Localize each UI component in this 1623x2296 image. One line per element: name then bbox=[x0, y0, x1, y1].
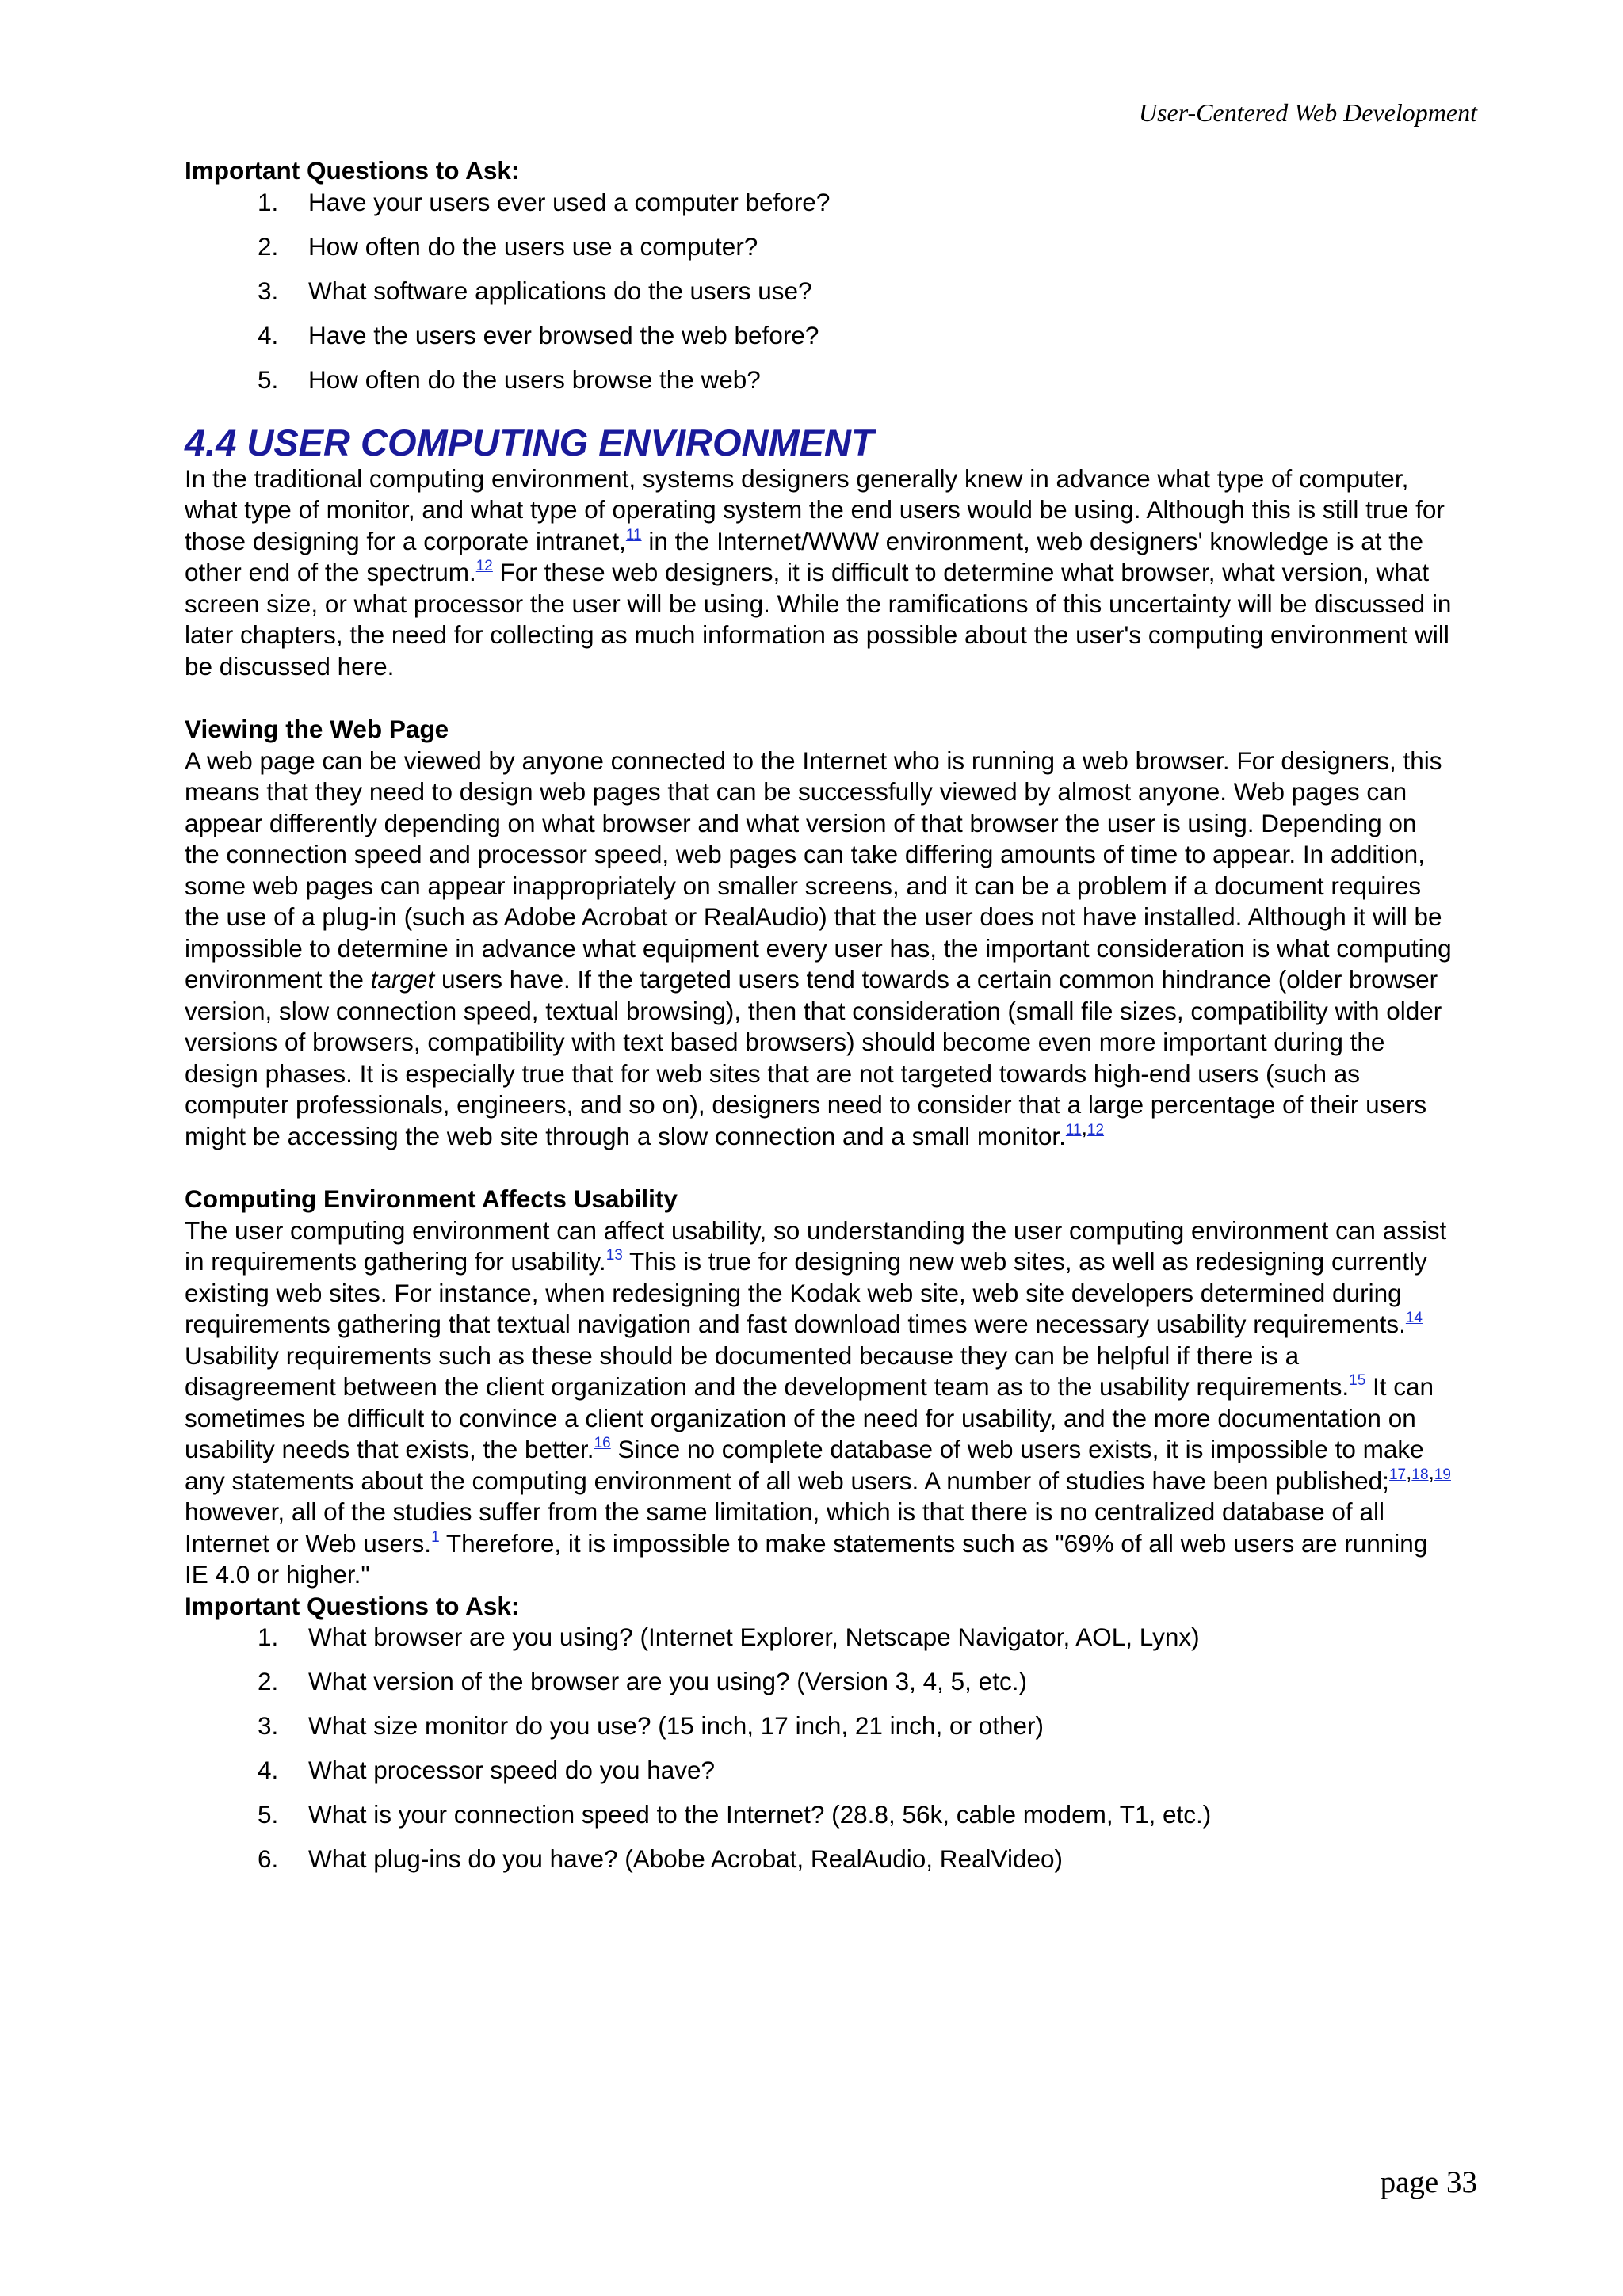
list-text: What browser are you using? (Internet Explorer, Netscape Navigator, AOL, Lynx) bbox=[308, 1623, 1200, 1651]
list-number: 1. bbox=[258, 187, 279, 216]
affects-text-5: Since no complete database of web users exists, it is impossible to make any statements about the computing environment of all web users. A number of studies have been published; bbox=[185, 1435, 1424, 1495]
viewing-heading: Viewing the Web Page bbox=[185, 715, 449, 743]
intro-text-2: in the Internet/WWW environment, web designers' knowledge is at the other end of the spectrum. bbox=[185, 526, 1424, 586]
list-number: 3. bbox=[258, 1711, 279, 1740]
list-item bbox=[258, 231, 1453, 262]
list-number: 5. bbox=[258, 1800, 279, 1829]
questions-heading-2: Important Questions to Ask: bbox=[185, 1591, 520, 1620]
list-text: What software applications do the users use? bbox=[308, 276, 812, 305]
list-item bbox=[258, 1799, 1453, 1830]
intro-paragraph bbox=[185, 463, 1453, 683]
footnote-link[interactable]: 12 bbox=[1086, 1121, 1105, 1138]
affects-text-1: The user computing environment can affect usability, so understanding the user computing environment can assist in requirements gathering for usability. bbox=[185, 1215, 1447, 1276]
list-text: What is your connection speed to the Internet? (28.8, 56k, cable modem, T1, etc.) bbox=[308, 1800, 1212, 1829]
list-text: What size monitor do you use? (15 inch, 17 inch, 21 inch, or other) bbox=[308, 1711, 1044, 1740]
list-text: What version of the browser are you using? (Version 3, 4, 5, etc.) bbox=[308, 1667, 1027, 1695]
footnote-link[interactable]: 11 bbox=[1065, 1121, 1082, 1138]
intro-text-1: In the traditional computing environment, systems designers generally knew in advance what type of computer, what type of monitor, and what type of operating system the end users would be using. Although this is still true for those designing for a corporate intranet, bbox=[185, 463, 1445, 555]
questions-heading-1: Important Questions to Ask: bbox=[185, 156, 520, 185]
list-item bbox=[258, 1711, 1453, 1741]
footnote-link[interactable]: 15 bbox=[1349, 1372, 1366, 1389]
footnote-ref[interactable] bbox=[431, 1523, 440, 1547]
list-number: 4. bbox=[258, 320, 279, 349]
affects-text-6: however, all of the studies suffer from the same limitation, which is that there is no centralized database of all Internet or Web users. bbox=[185, 1497, 1384, 1558]
footnote-ref[interactable] bbox=[1349, 1366, 1365, 1390]
list-text: What processor speed do you have? bbox=[308, 1756, 716, 1784]
list-text: Have your users ever used a computer before? bbox=[308, 187, 831, 216]
affects-heading: Computing Environment Affects Usability bbox=[185, 1184, 678, 1213]
list-item bbox=[258, 276, 1453, 307]
page-content bbox=[185, 155, 1453, 1888]
list-text: Have the users ever browsed the web before? bbox=[308, 320, 819, 349]
footnote-separator: , bbox=[1406, 1459, 1412, 1484]
footnote-ref[interactable] bbox=[1406, 1303, 1423, 1327]
footnote-link[interactable]: 12 bbox=[475, 558, 493, 574]
list-number: 2. bbox=[258, 231, 279, 261]
viewing-text-2: users have. If the targeted users tend towards a certain common hindrance (older browser version, slow connection speed, textual browsing), then that consideration (small file sizes, compatibility with older versions of browsers, compatibility with text based browsers) should become even more important during the design phases. It is especially true that for web sites that are not targeted towards high-end users (such as computer professionals, engineers, and so on), designers need to consider that a large percentage of their users might be accessing the web site through a slow connection and a small monitor. bbox=[185, 965, 1442, 1150]
viewing-text-1: A web page can be viewed by anyone connected to the Internet who is running a web browser. For designers, this means that they need to design web pages that can be successfully viewed by almost anyone. Web pages can appear differently depending on what browser and what version of that browser the user is using. Depending on the connection speed and processor speed, web pages can take differing amounts of time to appear. In addition, some web pages can appear inappropriately on smaller screens, and it can be a problem if a document requires the use of a plug-in (such as Adobe Acrobat or RealAudio) that the user does not have installed. Although it will be impossible to determine in advance what equipment every user has, the important consideration is what computing environment the bbox=[185, 746, 1452, 994]
footnote-link[interactable]: 14 bbox=[1405, 1310, 1423, 1326]
affects-text-7: Therefore, it is impossible to make statements such as "69% of all web users are running IE 4.0 or higher." bbox=[185, 1528, 1428, 1589]
footnote-link[interactable]: 18 bbox=[1411, 1466, 1429, 1483]
running-header: User-Centered Web Development bbox=[1138, 98, 1477, 127]
list-item bbox=[258, 187, 1453, 218]
list-text: What plug-ins do you have? (Abobe Acrobat, RealAudio, RealVideo) bbox=[308, 1844, 1064, 1873]
list-number: 4. bbox=[258, 1756, 279, 1784]
footnote-ref[interactable] bbox=[1389, 1460, 1451, 1484]
list-number: 5. bbox=[258, 364, 279, 394]
list-number: 2. bbox=[258, 1667, 279, 1695]
affects-paragraph bbox=[185, 1215, 1453, 1591]
footnote-ref[interactable] bbox=[594, 1428, 611, 1452]
footnote-link[interactable]: 11 bbox=[625, 526, 642, 543]
list-item bbox=[258, 1844, 1453, 1875]
footnote-ref[interactable] bbox=[626, 521, 642, 544]
section-title: 4.4 USER COMPUTING ENVIRONMENT bbox=[185, 421, 874, 463]
list-item bbox=[258, 320, 1453, 351]
affects-text-2: This is true for designing new web sites, as well as redesigning currently existing web sites. For instance, when redesigning the Kodak web site, web site developers determined during requirements gathering that textual navigation and fast download times were necessary usability requirements. bbox=[185, 1247, 1427, 1338]
page-number: page 33 bbox=[1380, 2165, 1477, 2199]
viewing-paragraph bbox=[185, 746, 1453, 1153]
list-item bbox=[258, 1622, 1453, 1653]
list-item bbox=[258, 364, 1453, 395]
list-text: How often do the users use a computer? bbox=[308, 231, 758, 261]
list-item bbox=[258, 1666, 1453, 1697]
footnote-link[interactable]: 1 bbox=[431, 1528, 440, 1546]
emphasis-target: target bbox=[370, 965, 435, 994]
footnote-link[interactable]: 16 bbox=[594, 1435, 611, 1451]
footnote-link[interactable]: 17 bbox=[1388, 1466, 1407, 1483]
footnote-ref[interactable] bbox=[606, 1241, 623, 1264]
list-item bbox=[258, 1755, 1453, 1786]
list-number: 1. bbox=[258, 1623, 279, 1651]
questions-list-1 bbox=[185, 187, 1453, 395]
questions-list-2 bbox=[185, 1622, 1453, 1875]
list-number: 6. bbox=[258, 1844, 279, 1873]
footnote-link[interactable]: 13 bbox=[605, 1247, 623, 1264]
affects-text-3: Usability requirements such as these should be documented because they can be helpful if there is a disagreement between the client organization and the development team as to the usability requirements. bbox=[185, 1341, 1350, 1401]
footnote-ref[interactable] bbox=[476, 551, 493, 575]
list-text: How often do the users browse the web? bbox=[308, 364, 761, 394]
footnote-link[interactable]: 19 bbox=[1434, 1466, 1451, 1483]
footnote-separator: , bbox=[1081, 1115, 1087, 1139]
footnote-ref[interactable] bbox=[1066, 1116, 1104, 1139]
affects-text-4: It can sometimes be difficult to convince a client organization of the need for usability, and the more documentation on usability needs that exists, the better. bbox=[185, 1372, 1434, 1463]
list-number: 3. bbox=[258, 276, 279, 305]
footnote-separator: , bbox=[1428, 1459, 1434, 1484]
intro-text-3: For these web designers, it is difficult to determine what browser, what version, what screen size, or what processor the user will be using. While the ramifications of this uncertainty will be discussed in later chapters, the need for collecting as much information as possible about the user's computing environment will be discussed here. bbox=[185, 558, 1452, 681]
